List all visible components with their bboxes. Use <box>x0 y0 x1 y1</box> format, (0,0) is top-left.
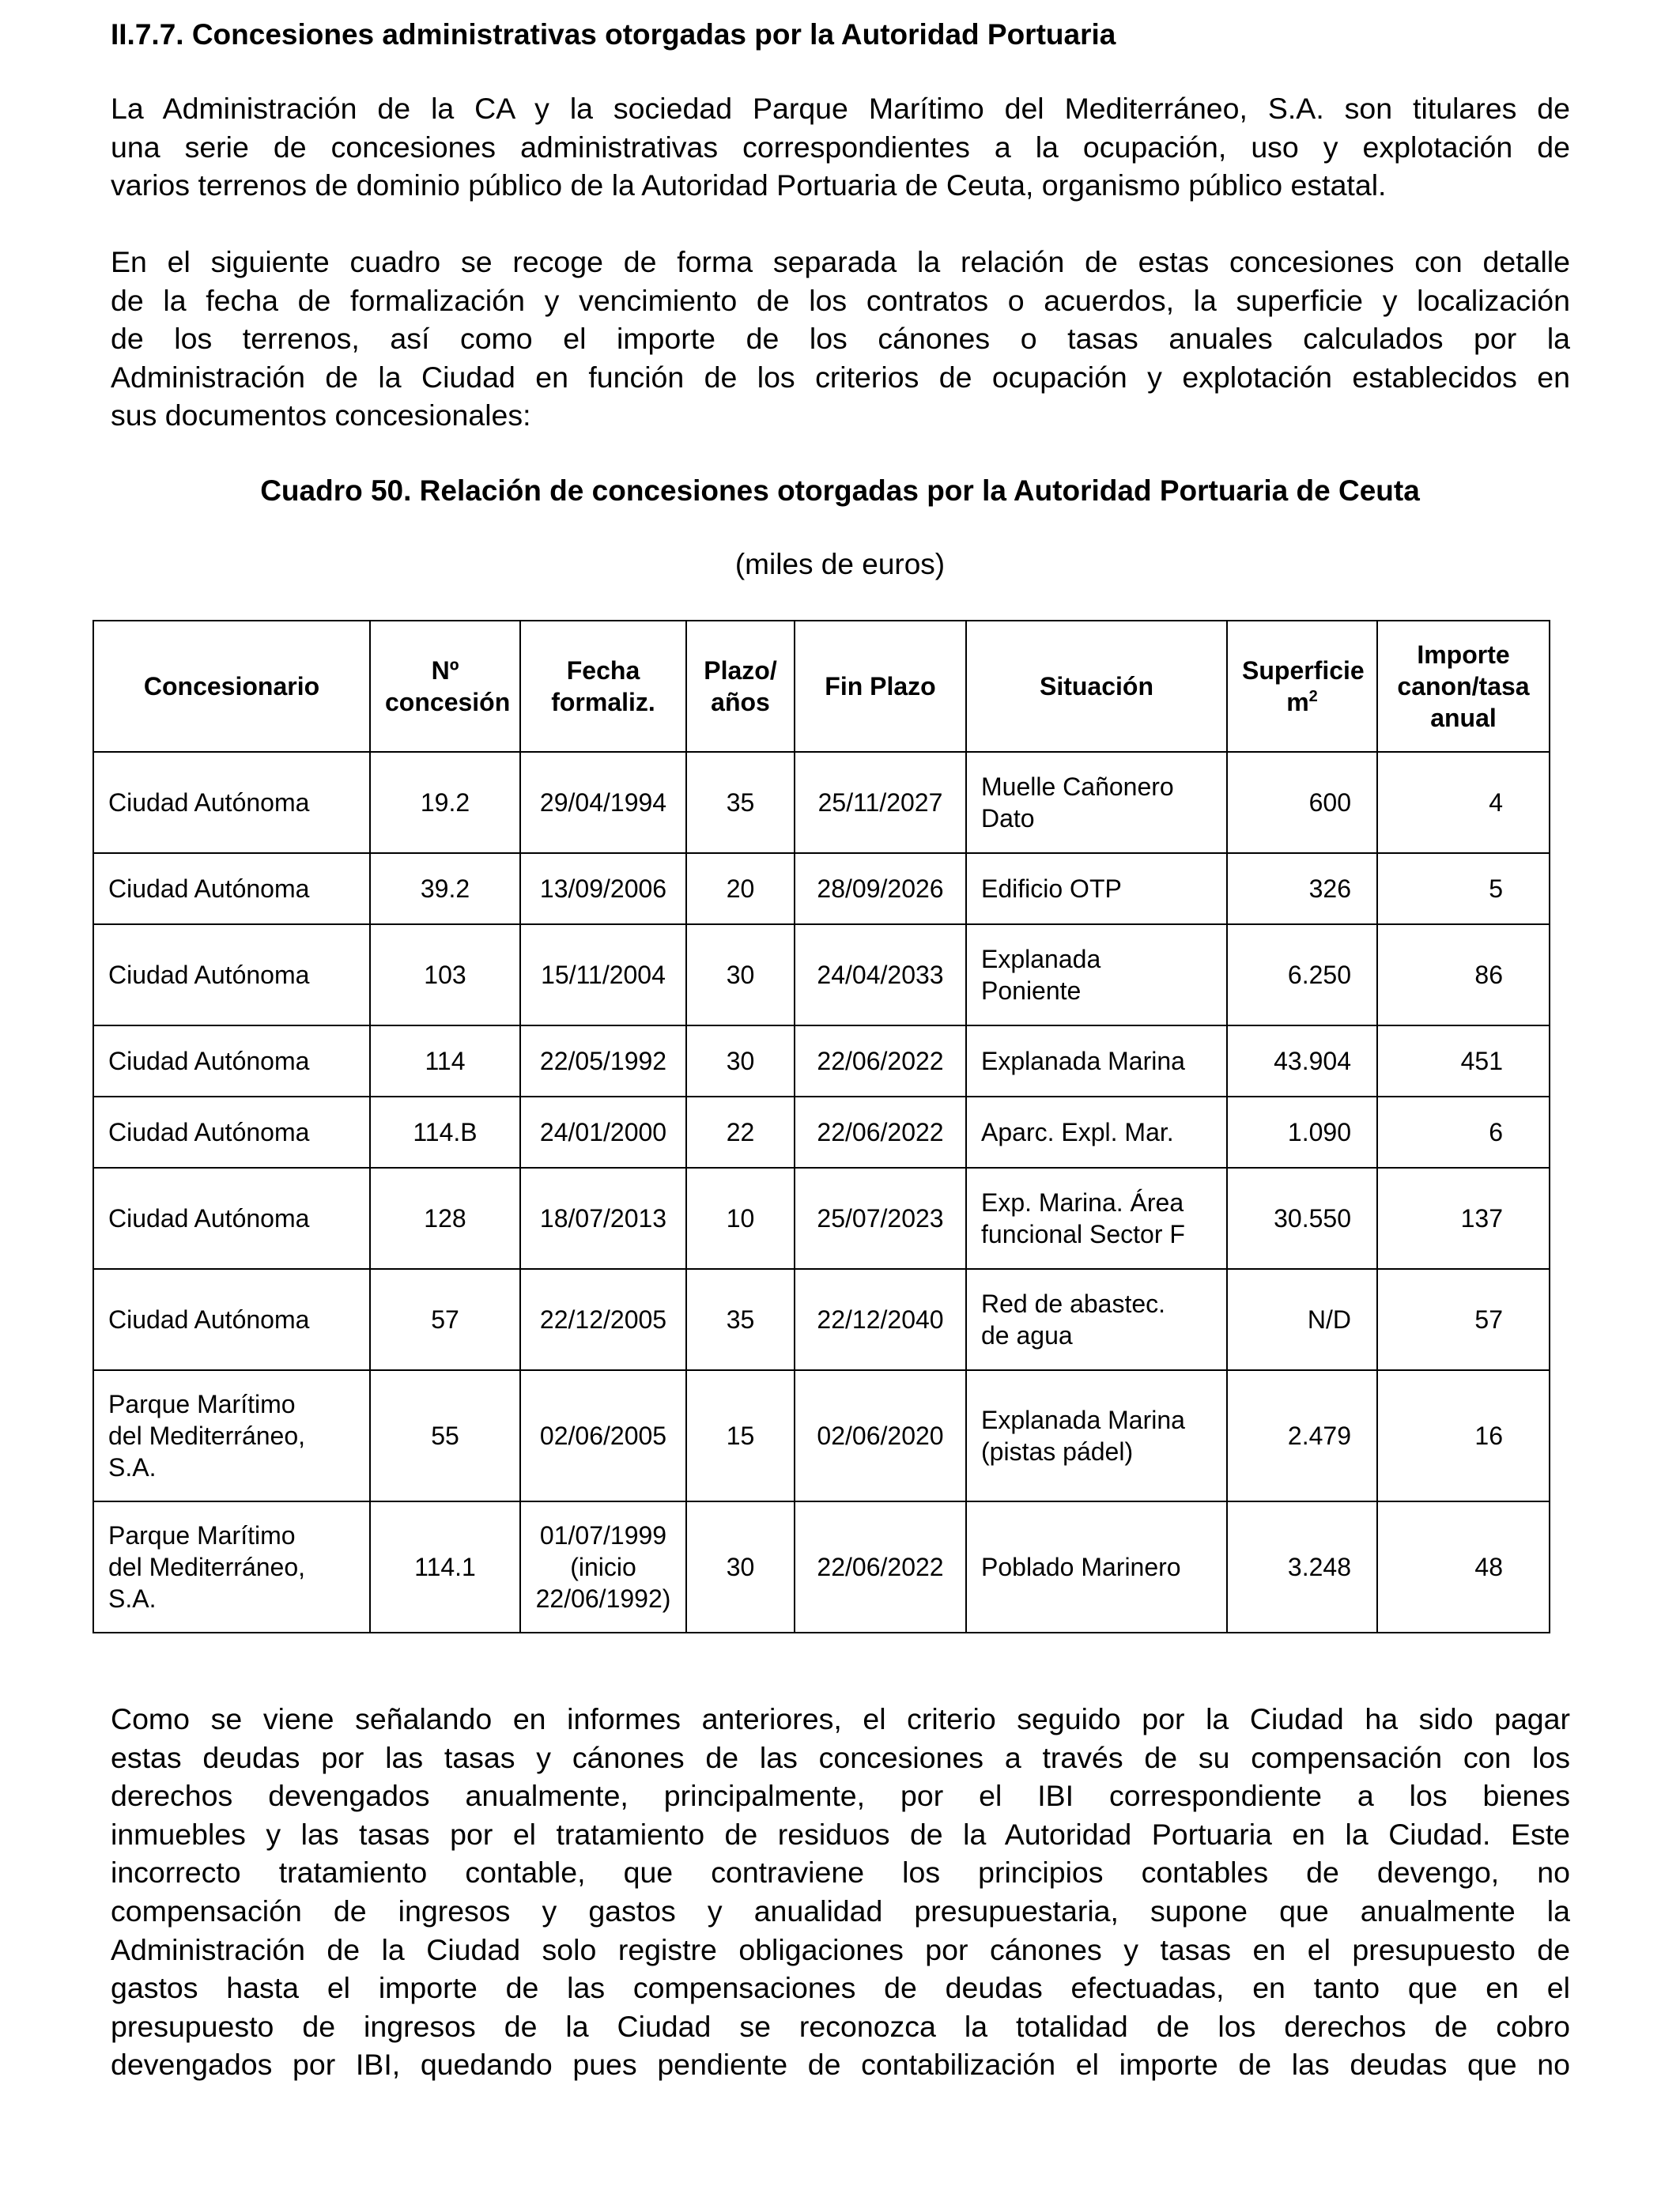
table-body <box>93 752 1550 1633</box>
table-row <box>93 924 1550 1025</box>
cell-importe: 57 <box>1377 1269 1550 1370</box>
paragraph-line: inmuebles y las tasas por el tratamiento de residuos de la Autoridad Portuaria en la Ciudad. Este <box>111 1817 1570 1851</box>
paragraph-line: En el siguiente cuadro se recoge de forma separada la relación de estas concesiones con detalle <box>111 245 1570 278</box>
header-fecha: Fecha formaliz. <box>520 621 686 752</box>
paragraph-line: derechos devengados anualmente, principalmente, por el IBI correspondiente a los bienes <box>111 1779 1570 1813</box>
table-row <box>93 1168 1550 1269</box>
table-row <box>93 1501 1550 1633</box>
cell-concesionario: Parque Marítimo del Mediterráneo, S.A. <box>93 1501 370 1633</box>
cell-importe: 4 <box>1377 752 1550 853</box>
header-situacion: Situación <box>966 621 1227 752</box>
cell-fecha: 15/11/2004 <box>520 924 686 1025</box>
table-row <box>93 1269 1550 1370</box>
cell-importe: 48 <box>1377 1501 1550 1633</box>
cell-concesionario: Ciudad Autónoma <box>93 752 370 853</box>
paragraph-line: de los terrenos, así como el importe de los cánones o tasas anuales calculados por la <box>111 322 1570 356</box>
paragraph-line: incorrecto tratamiento contable, que contraviene los principios contables de devengo, no <box>111 1856 1570 1890</box>
cell-fecha: 29/04/1994 <box>520 752 686 853</box>
cell-importe: 5 <box>1377 853 1550 924</box>
cell-n-concesion: 19.2 <box>370 752 520 853</box>
cell-superficie: 2.479 <box>1227 1370 1377 1501</box>
cell-n-concesion: 114 <box>370 1025 520 1097</box>
concessions-table <box>92 620 1550 1633</box>
cell-plazo: 35 <box>686 1269 795 1370</box>
cell-plazo: 30 <box>686 1501 795 1633</box>
table-row <box>93 1097 1550 1168</box>
cell-situacion: Muelle Cañonero Dato <box>966 752 1227 853</box>
header-concesionario: Concesionario <box>93 621 370 752</box>
cell-fecha: 24/01/2000 <box>520 1097 686 1168</box>
cell-situacion: Explanada Poniente <box>966 924 1227 1025</box>
cell-plazo: 10 <box>686 1168 795 1269</box>
intro-paragraph <box>111 89 1570 205</box>
table-row <box>93 853 1550 924</box>
cell-situacion: Poblado Marinero <box>966 1501 1227 1633</box>
header-fin-plazo: Fin Plazo <box>795 621 966 752</box>
paragraph-line: varios terrenos de dominio público de la Autoridad Portuaria de Ceuta, organismo público estatal. <box>111 168 1387 202</box>
second-paragraph <box>111 243 1570 435</box>
cell-fecha: 18/07/2013 <box>520 1168 686 1269</box>
cell-plazo: 22 <box>686 1097 795 1168</box>
cell-plazo: 30 <box>686 1025 795 1097</box>
cell-fin-plazo: 25/11/2027 <box>795 752 966 853</box>
cell-concesionario: Ciudad Autónoma <box>93 924 370 1025</box>
cell-n-concesion: 114.B <box>370 1097 520 1168</box>
cell-fin-plazo: 25/07/2023 <box>795 1168 966 1269</box>
cell-superficie: 30.550 <box>1227 1168 1377 1269</box>
paragraph-line: La Administración de la CA y la sociedad Parque Marítimo del Mediterráneo, S.A. son titulares de <box>111 92 1570 125</box>
cell-situacion: Aparc. Expl. Mar. <box>966 1097 1227 1168</box>
table-title: Cuadro 50. Relación de concesiones otorgadas por la Autoridad Portuaria de Ceuta <box>260 474 1420 507</box>
paragraph-line: de la fecha de formalización y vencimiento de los contratos o acuerdos, la superficie y localización <box>111 283 1570 317</box>
paragraph-line: devengados por IBI, quedando pues pendiente de contabilización el importe de las deudas que no <box>111 2048 1570 2082</box>
header-n-concesion: Nº concesión <box>370 621 520 752</box>
header-plazo: Plazo/ años <box>686 621 795 752</box>
paragraph-line: sus documentos concesionales: <box>111 398 531 432</box>
paragraph-line: estas deudas por las tasas y cánones de las concesiones a través de su compensación con los <box>111 1740 1570 1774</box>
cell-fecha: 02/06/2005 <box>520 1370 686 1501</box>
cell-plazo: 15 <box>686 1370 795 1501</box>
cell-situacion: Exp. Marina. Área funcional Sector F <box>966 1168 1227 1269</box>
cell-concesionario: Parque Marítimo del Mediterráneo, S.A. <box>93 1370 370 1501</box>
header-importe: Importe canon/tasa anual <box>1377 621 1550 752</box>
cell-n-concesion: 114.1 <box>370 1501 520 1633</box>
cell-superficie: 326 <box>1227 853 1377 924</box>
cell-n-concesion: 103 <box>370 924 520 1025</box>
paragraph-line: Como se viene señalando en informes anteriores, el criterio seguido por la Ciudad ha sido pagar <box>111 1702 1570 1735</box>
cell-superficie: 600 <box>1227 752 1377 853</box>
cell-n-concesion: 55 <box>370 1370 520 1501</box>
cell-fecha: 22/05/1992 <box>520 1025 686 1097</box>
cell-importe: 16 <box>1377 1370 1550 1501</box>
section-heading: II.7.7. Concesiones administrativas otorgadas por la Autoridad Portuaria <box>111 18 1116 51</box>
cell-importe: 86 <box>1377 924 1550 1025</box>
paragraph-line: gastos hasta el importe de las compensaciones de deudas efectuadas, en tanto que en el <box>111 1971 1570 2005</box>
cell-fecha: 01/07/1999 (inicio 22/06/1992) <box>520 1501 686 1633</box>
paragraph-line: compensación de ingresos y gastos y anualidad presupuestaria, supone que anualmente la <box>111 1894 1570 1928</box>
cell-fin-plazo: 22/06/2022 <box>795 1097 966 1168</box>
cell-plazo: 35 <box>686 752 795 853</box>
cell-fecha: 13/09/2006 <box>520 853 686 924</box>
cell-fin-plazo: 22/06/2022 <box>795 1025 966 1097</box>
cell-n-concesion: 128 <box>370 1168 520 1269</box>
cell-fin-plazo: 22/06/2022 <box>795 1501 966 1633</box>
cell-concesionario: Ciudad Autónoma <box>93 853 370 924</box>
cell-concesionario: Ciudad Autónoma <box>93 1097 370 1168</box>
cell-fin-plazo: 02/06/2020 <box>795 1370 966 1501</box>
cell-situacion: Edificio OTP <box>966 853 1227 924</box>
cell-concesionario: Ciudad Autónoma <box>93 1025 370 1097</box>
cell-n-concesion: 39.2 <box>370 853 520 924</box>
table-row <box>93 752 1550 853</box>
cell-situacion: Red de abastec. de agua <box>966 1269 1227 1370</box>
cell-superficie: N/D <box>1227 1269 1377 1370</box>
paragraph-line: presupuesto de ingresos de la Ciudad se reconozca la totalidad de los derechos de cobro <box>111 2009 1570 2043</box>
cell-superficie: 1.090 <box>1227 1097 1377 1168</box>
table-row <box>93 1025 1550 1097</box>
cell-importe: 451 <box>1377 1025 1550 1097</box>
cell-superficie: 43.904 <box>1227 1025 1377 1097</box>
cell-situacion: Explanada Marina (pistas pádel) <box>966 1370 1227 1501</box>
cell-superficie: 6.250 <box>1227 924 1377 1025</box>
cell-fin-plazo: 22/12/2040 <box>795 1269 966 1370</box>
cell-situacion: Explanada Marina <box>966 1025 1227 1097</box>
cell-fin-plazo: 24/04/2033 <box>795 924 966 1025</box>
closing-paragraph <box>111 1700 1570 2084</box>
cell-superficie: 3.248 <box>1227 1501 1377 1633</box>
paragraph-line: una serie de concesiones administrativas correspondientes a la ocupación, uso y explotación de <box>111 130 1570 164</box>
cell-concesionario: Ciudad Autónoma <box>93 1168 370 1269</box>
paragraph-line: Administración de la Ciudad solo registre obligaciones por cánones y tasas en el presupuesto de <box>111 1932 1570 1966</box>
paragraph-line: Administración de la Ciudad en función de los criterios de ocupación y explotación establecidos en <box>111 360 1570 394</box>
cell-plazo: 30 <box>686 924 795 1025</box>
cell-fecha: 22/12/2005 <box>520 1269 686 1370</box>
header-superficie: Superficie $m^2$ <box>1227 621 1377 752</box>
cell-importe: 6 <box>1377 1097 1550 1168</box>
cell-concesionario: Ciudad Autónoma <box>93 1269 370 1370</box>
table-row <box>93 1370 1550 1501</box>
cell-plazo: 20 <box>686 853 795 924</box>
cell-importe: 137 <box>1377 1168 1550 1269</box>
cell-n-concesion: 57 <box>370 1269 520 1370</box>
table-units: (miles de euros) <box>734 548 946 580</box>
table-header-row <box>93 621 1550 752</box>
cell-fin-plazo: 28/09/2026 <box>795 853 966 924</box>
